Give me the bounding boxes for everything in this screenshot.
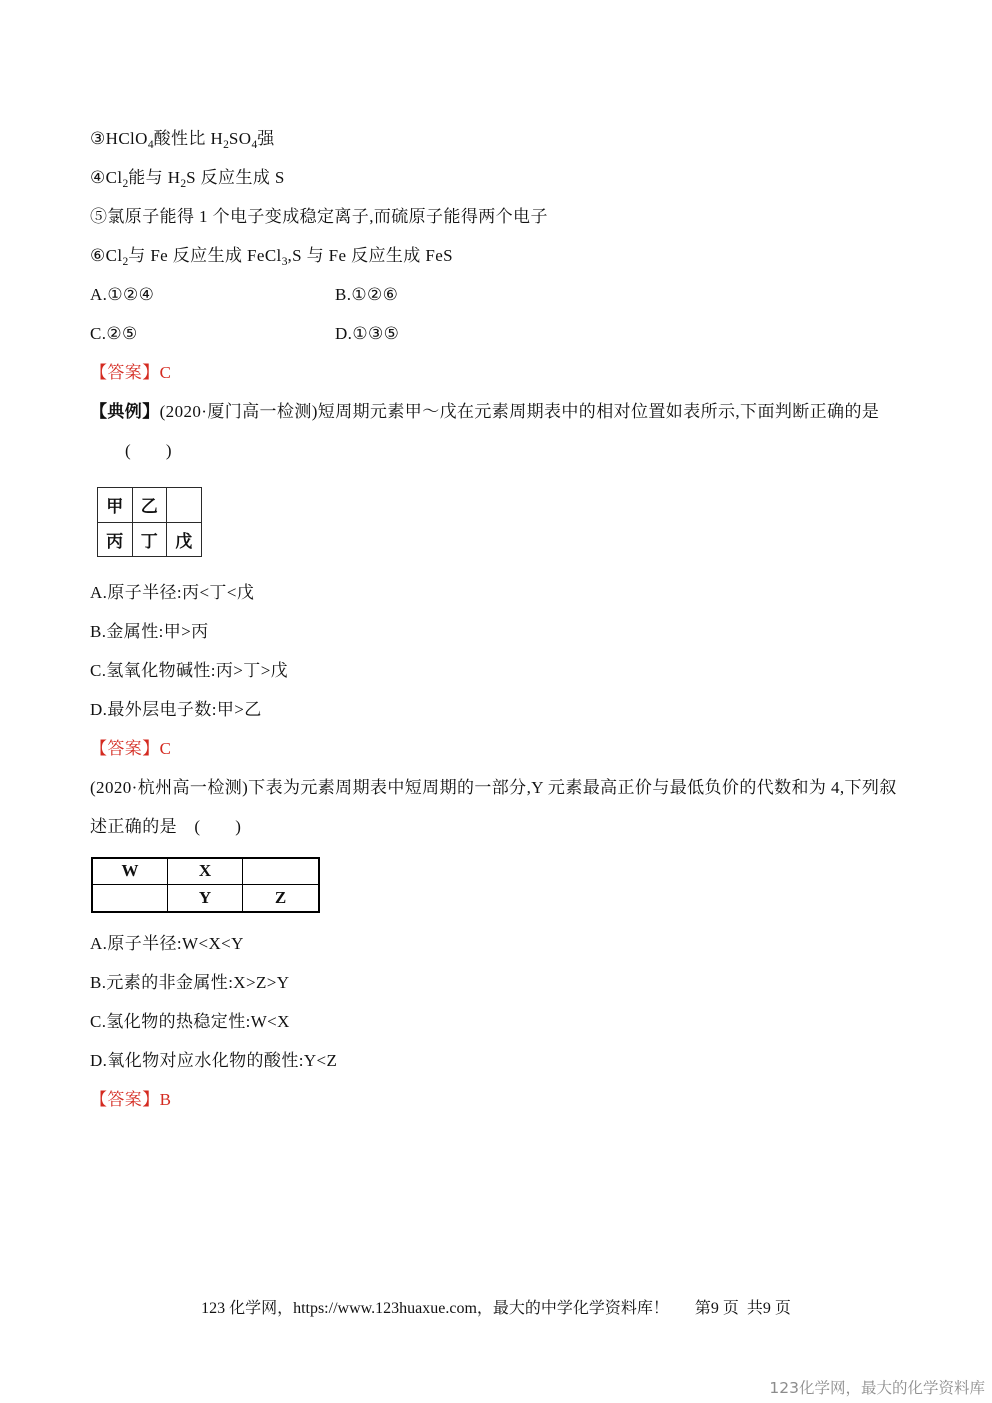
option-text: C.氢氧化物碱性:丙>丁>戊	[90, 661, 289, 680]
example2-option-c	[90, 1002, 910, 1041]
table-cell	[243, 859, 318, 885]
subscript: 2	[122, 178, 129, 190]
answer-value: C	[159, 739, 172, 758]
option-text: D.氧化物对应水化物的酸性:Y<Z	[90, 1051, 338, 1070]
subscript: 2	[180, 178, 187, 190]
option-text: A.原子半径:W<X<Y	[90, 934, 244, 953]
watermark: 123化学网，最大的化学资料库	[769, 1379, 985, 1397]
example1-option-b	[90, 612, 910, 651]
option-text: A.原子半径:丙<丁<戊	[90, 583, 255, 602]
question-content	[90, 119, 910, 1119]
example2-option-a	[90, 924, 910, 963]
table-cell: Z	[274, 887, 287, 907]
example1-option-a	[90, 573, 910, 612]
subscript: 3	[281, 256, 288, 268]
option-text: B.元素的非金属性:X>Z>Y	[90, 973, 290, 992]
subscript: 4	[147, 139, 154, 151]
example1-option-d	[90, 690, 910, 729]
statement-4	[90, 158, 910, 197]
options-row-cd	[90, 314, 910, 353]
table-cell: W	[93, 859, 168, 885]
example1-option-c	[90, 651, 910, 690]
example1-stem-text: (2020·厦门高一检测)短周期元素甲～戊在元素周期表中的相对位置如表所示,下面判断正确的是	[159, 402, 880, 421]
table-cell: 戊	[167, 523, 202, 558]
option-c: C.②⑤	[90, 324, 138, 343]
periodic-table-fragment-1	[97, 487, 202, 557]
table-cell	[167, 488, 202, 523]
statement-3	[90, 119, 910, 158]
subscript: 2	[223, 139, 229, 151]
answer-line	[90, 1080, 910, 1119]
subscript: 4	[251, 139, 258, 151]
page-number: 第9 页 共9 页	[694, 1300, 791, 1317]
example2-option-d	[90, 1041, 910, 1080]
option-d: D.①③⑤	[335, 324, 400, 343]
option-text: D.最外层电子数:甲>乙	[90, 700, 262, 719]
statement-6	[90, 236, 910, 275]
table-cell: 丙	[98, 523, 133, 558]
statement-text: SO	[228, 129, 252, 148]
statement-text: ⑤氯原子能得 1 个电子变成稳定离子,而硫原子能得两个电子	[90, 207, 548, 226]
option-text: C.氢化物的热稳定性:W<X	[90, 1012, 290, 1031]
table-cell: 乙	[133, 488, 168, 523]
statement-text: ③HClO	[90, 129, 148, 148]
answer-value: B	[159, 1090, 172, 1109]
answer-line	[90, 353, 910, 392]
example2-option-b	[90, 963, 910, 1002]
example2-stem-line-2	[90, 807, 910, 846]
table-cell: 甲	[98, 488, 133, 523]
statement-text: 与 Fe 反应生成 FeCl	[128, 246, 282, 265]
footer-site-text: 123 化学网，https://www.123huaxue.com，最大的中学化学资料库！	[201, 1300, 669, 1317]
statement-text: ④Cl	[90, 168, 123, 187]
statement-text: 能与 H	[128, 168, 181, 187]
periodic-table-fragment-2	[91, 857, 320, 913]
example1-blank	[90, 431, 910, 470]
statement-text: ,S 与 Fe 反应生成 FeS	[287, 246, 453, 265]
options-row-ab	[90, 275, 910, 314]
option-text: B.金属性:甲>丙	[90, 622, 209, 641]
table-cell: X	[168, 859, 243, 885]
statement-text: 酸性比 H	[153, 129, 224, 148]
statement-text: ⑥Cl	[90, 246, 123, 265]
example2-stem-line-1	[90, 768, 910, 807]
table-cell	[93, 885, 168, 911]
option-b: B.①②⑥	[335, 285, 399, 304]
table-cell: Y	[168, 885, 243, 911]
example2-stem-text: (2020·杭州高一检测)下表为元素周期表中短周期的一部分,Y 元素最高正价与最低负价的代数和为 4,下列叙	[90, 778, 897, 797]
answer-label: 【答案】	[90, 363, 160, 382]
answer-line	[90, 729, 910, 768]
option-a: A.①②④	[90, 285, 155, 304]
statement-text: 强	[257, 129, 275, 148]
statement-text: S 反应生成 S	[186, 168, 285, 187]
example1-stem	[90, 392, 910, 431]
page-footer	[0, 1299, 992, 1319]
answer-label: 【答案】	[90, 739, 160, 758]
subscript: 2	[122, 256, 129, 268]
answer-value: C	[159, 363, 172, 382]
table-cell: 丁	[133, 523, 168, 558]
answer-label: 【答案】	[90, 1090, 160, 1109]
example-tag: 【典例】	[90, 402, 160, 421]
statement-5	[90, 197, 910, 236]
example2-stem-text: 述正确的是 ( )	[90, 817, 242, 836]
answer-blank: ( )	[125, 441, 172, 460]
